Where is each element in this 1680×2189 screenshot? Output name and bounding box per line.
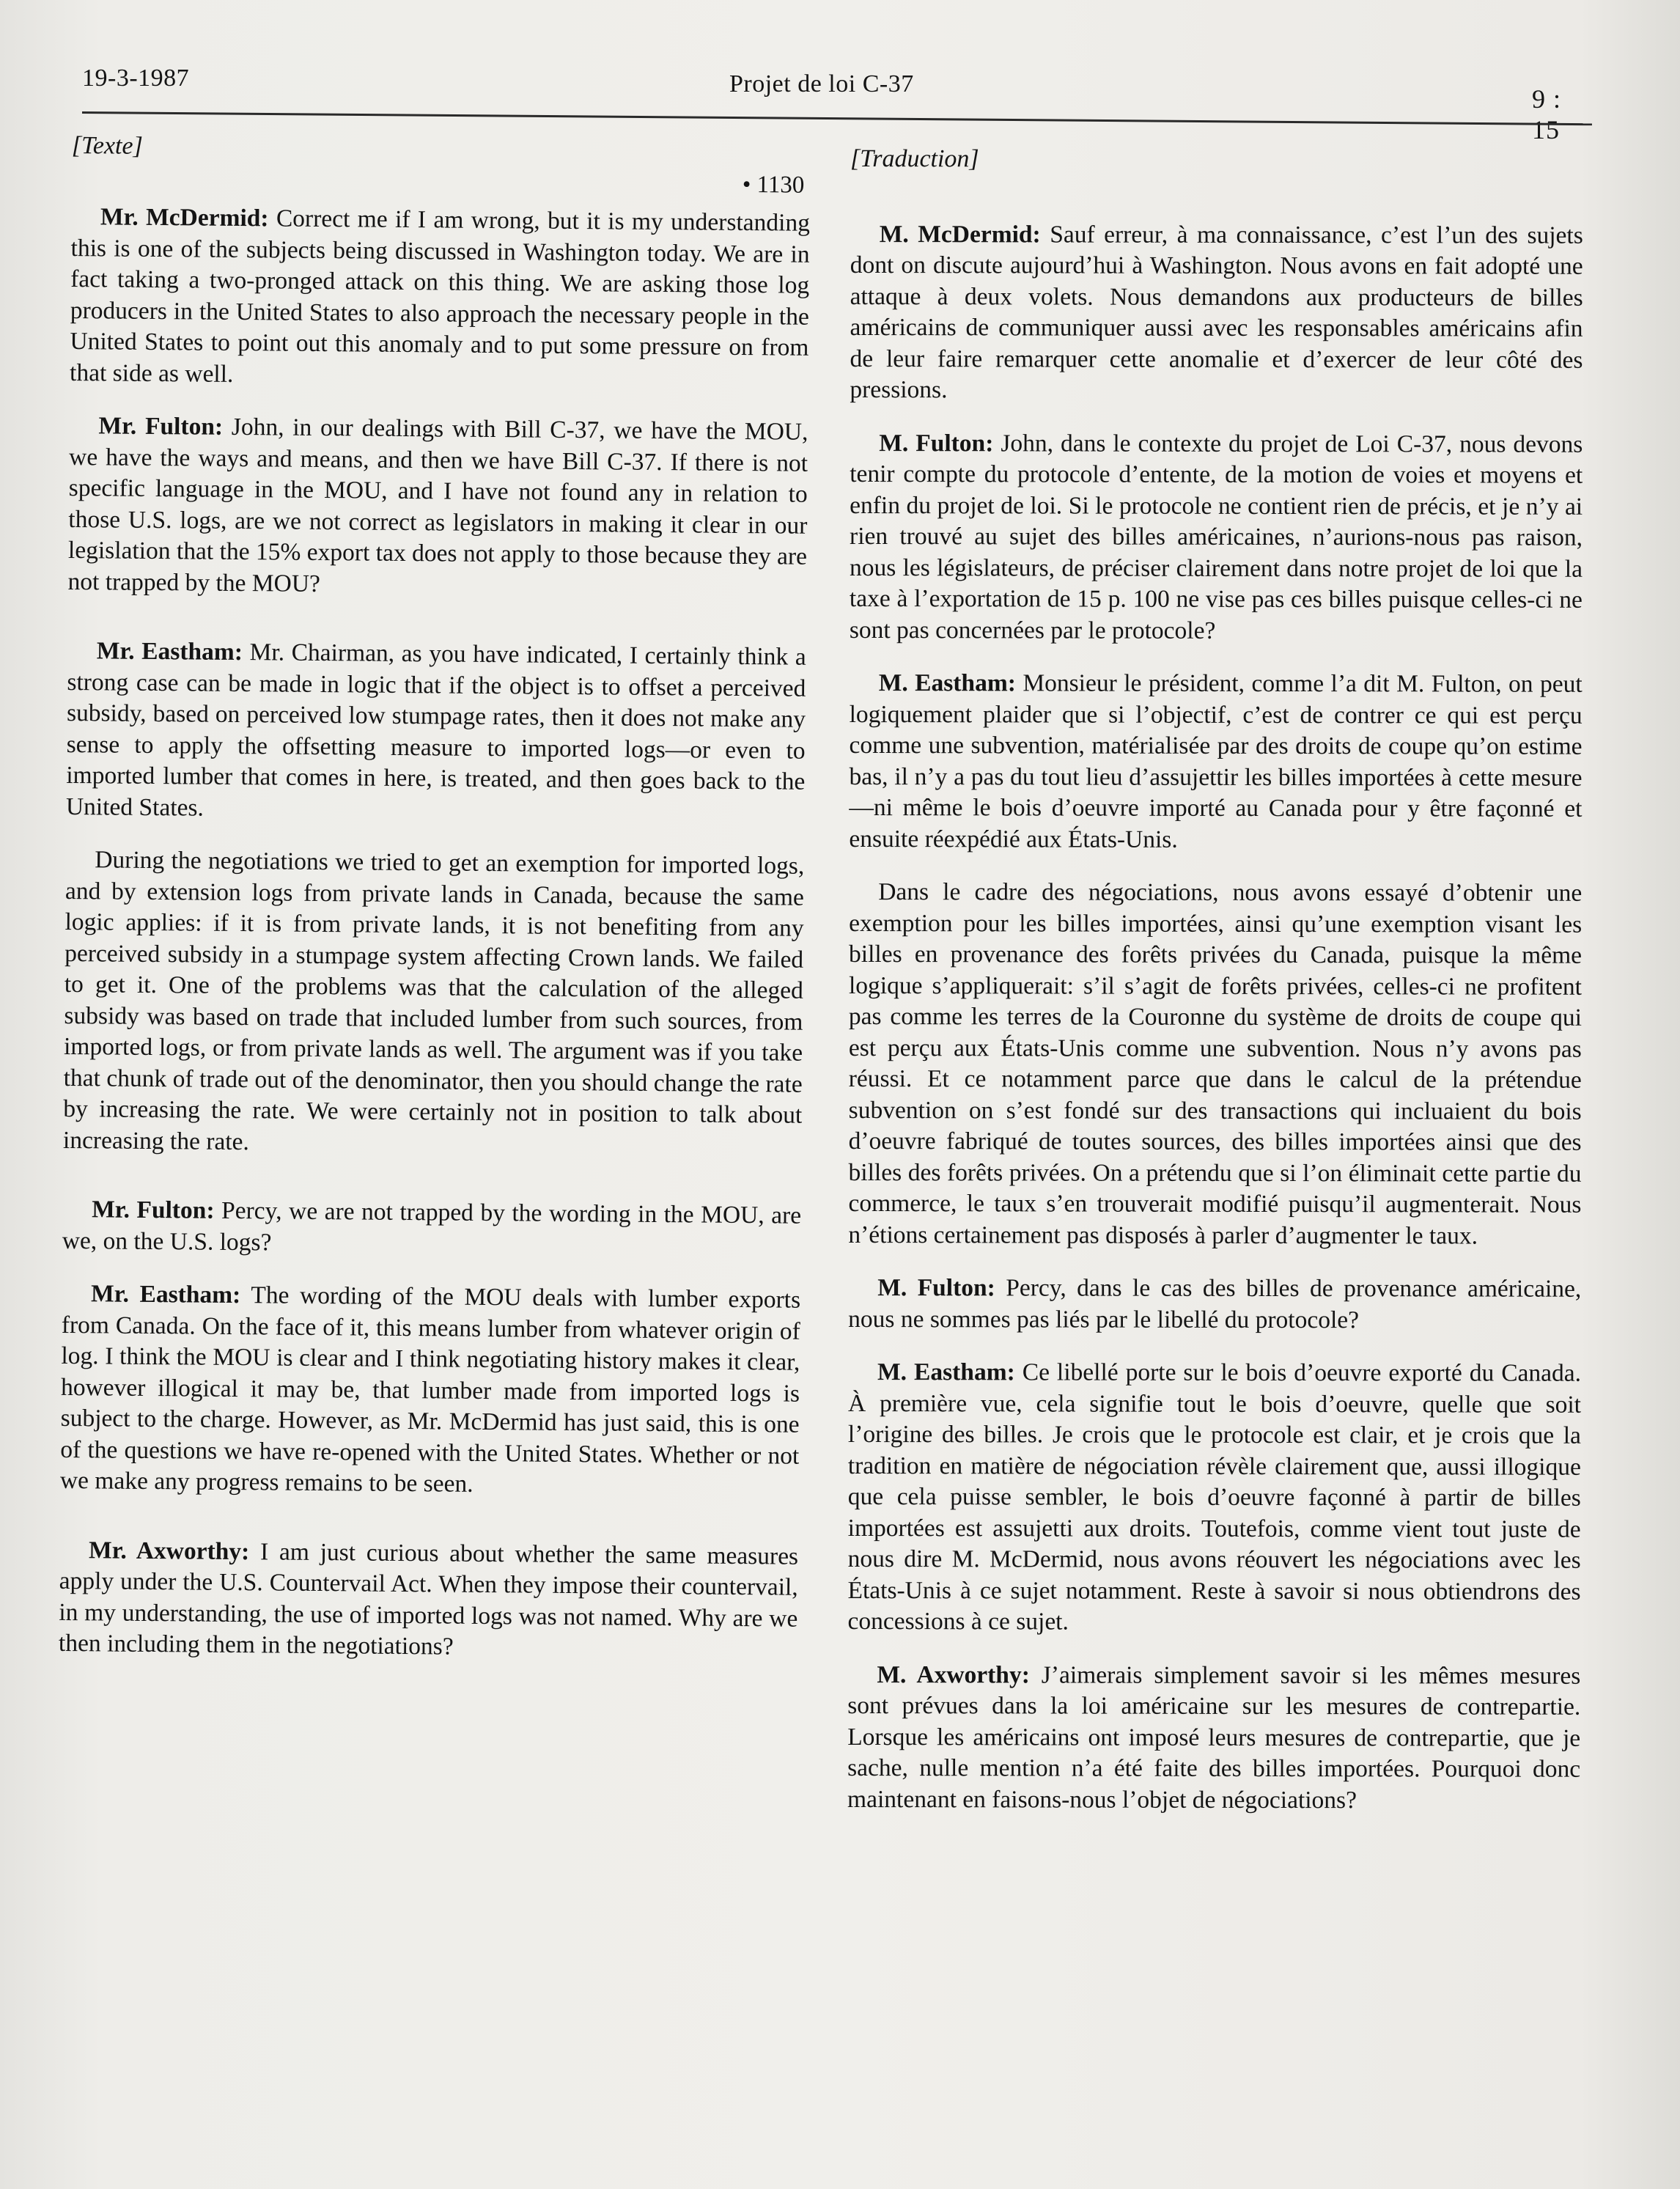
right-speech-7 bbox=[847, 1659, 1580, 1816]
left-speech-3 bbox=[66, 636, 806, 829]
speaker-name: M. Eastham: bbox=[878, 669, 1016, 697]
speaker-name: M. Fulton: bbox=[877, 1274, 995, 1302]
speech-text: Sauf erreur, à ma connaissance, c’est l’un des sujets dont on discute aujourd’hui à Washington. Nous avons en fait adopté une attaque à deux volets. Nous demandons aux producteurs de billes américains de communiquer aussi avec les responsables américains afin de leur faire remarquer cette anomalie et d’exercer de leur côté des pressions. bbox=[850, 220, 1583, 404]
speech-text: Dans le cadre des négociations, nous avons essayé d’obtenir une exemption pour les billes importées, ainsi qu’une exemption visant les billes en provenance des forêts privées du Canada, puisque la même logique s’appliquerait: s’il s’agit de forêts privées, celles-ci ne profitent pas comme les terres de la Couronne du système de droits de coupe qui est perçu aux États-Unis comme une subvention. Nous n’y avons pas réussi. Et ce notamment parce que dans le calcul de la prétendue subvention on s’est fondé sur des transactions qui incluaient du bois d’oeuvre fabriqué de toutes sources, des billes importées ainsi que des billes des forêts privées. On a prétendu que si l’on éliminait cette partie du commerce, le taux s’en trouverait modifié puisqu’il augmenterait. Nous n’étions certainement pas disposés à parler d’augmenter le taux. bbox=[848, 878, 1583, 1249]
speech-text: John, in our dealings with Bill C-37, we have the MOU, we have the ways and means, and then we have Bill C-37. If there is not specific language in the MOU, and I have not found any in relation to those U.S. logs, are we not correct as legislators in making it clear in our legislation that the 15% export tax does not apply to those because they are not trapped by the MOU? bbox=[67, 413, 808, 597]
time-mark: • 1130 bbox=[742, 171, 805, 199]
speech-text: Percy, we are not trapped by the wording in the MOU, are we, on the U.S. logs? bbox=[62, 1196, 802, 1256]
speaker-name: Mr. Eastham: bbox=[96, 637, 243, 666]
speaker-name: M. Fulton: bbox=[879, 429, 994, 457]
right-speech-1 bbox=[850, 218, 1583, 407]
speech-text: The wording of the MOU deals with lumber exports from Canada. On the face of it, this means lumber from whatever origin of log. I think the MOU is clear and I think negotiating history makes it clear, however illogical it may be, that lumber made from imported logs is subject to the charge. However, as Mr. McDermid has just said, this is one of the questions we have re-opened with the United States. Whether or not we make any progress remains to be seen. bbox=[59, 1281, 801, 1498]
speaker-name: Mr. Axworthy: bbox=[88, 1536, 250, 1565]
right-speech-3 bbox=[849, 668, 1582, 856]
speech-text: Monsieur le président, comme l’a dit M. Fulton, on peut logiquement plaider que si l’objectif, c’est de contrer ce qui est perçu comme une subvention, matérialisée par des droits de coupe qu’on estime bas, il n’y a pas du tout lieu d’assujettir les billes importées à cette mesure—ni même le bois d’oeuvre importé au Canada pour y être façonné et ensuite réexpédié aux États-Unis. bbox=[849, 669, 1583, 853]
speech-text: Mr. Chairman, as you have indicated, I certainly think a strong case can be made in logic that if the object is to offset a perceived subsidy, based on perceived low stumpage rates, then it does not make any sense to apply the offsetting measure to imported logs—or even to imported lumber that comes in here, is treated, and then goes back to the United States. bbox=[65, 639, 806, 822]
right-speech-6 bbox=[847, 1357, 1581, 1638]
speech-text: J’aimerais simplement savoir si les mêmes mesures sont prévues dans la loi américaine sur les mesures de contrepartie. Lorsque les américains ont imposé leurs mesures de contrepartie, que je sache, nulle mention n’a été faite des billes importées. Pourquoi donc maintenant en faisons-nous l’objet de négociations? bbox=[847, 1660, 1581, 1814]
left-speech-7 bbox=[59, 1534, 798, 1666]
speaker-name: M. McDermid: bbox=[879, 220, 1041, 248]
speech-text: John, dans le contexte du projet de Loi C-37, nous devons tenir compte du protocole d’entente, de la motion de voies et moyens et enfin du projet de loi. Si le protocole ne contient rien de précis, et je n’y ai rien trouvé au sujet des billes américaines, n’aurions-nous pas raison, nous les législateurs, de préciser clairement dans notre projet de loi que la taxe à l’exportation de 15 p. 100 ne vise pas ces billes puisque celles-ci ne sont pas concernées par le protocole? bbox=[849, 429, 1583, 644]
left-column-text bbox=[59, 130, 811, 1688]
left-paragraph-4 bbox=[63, 845, 805, 1163]
speech-text: Ce libellé porte sur le bois d’oeuvre exporté du Canada. À première vue, cela signifie tout le bois d’oeuvre, quelle que soit l’origine des billes. Je crois que le protocole est clair, et je crois que la tradition en matière de négociation révèle clairement que, aussi illogique que cela puisse sembler, le bois d’oeuvre façonné à partir de billes importées est assujetti aux droits. Toutefois, comme vient tout juste de nous dire M. McDermid, nous avons réouvert les négociations avec les États-Unis à ce sujet notamment. Reste à savoir si nous obtiendrons des concessions à ce sujet. bbox=[847, 1358, 1582, 1636]
speaker-name: M. Eastham: bbox=[877, 1358, 1015, 1386]
speaker-name: Mr. McDermid: bbox=[100, 203, 269, 232]
header-page-number: 9 : 15 bbox=[1532, 84, 1562, 144]
speech-text: Correct me if I am wrong, but it is my understanding this is one of the subjects being discussed in Washington today. We are in fact taking a two-pronged attack on this thing. We are asking those log producers in the United States to also approach the necessary people in the United States to point out this anomaly and to put some pressure on from that side as well. bbox=[69, 205, 811, 388]
right-section-label: [Traduction] bbox=[850, 145, 979, 173]
header-title: Projet de loi C-37 bbox=[729, 70, 914, 98]
right-speech-2 bbox=[850, 427, 1583, 647]
speech-text: I am just curious about whether the same measures apply under the U.S. Countervail Act. When they impose their countervail, in my understanding, the use of imported logs was not named. Why are we then including them in the negotiations? bbox=[58, 1537, 799, 1660]
speaker-name: Mr. Eastham: bbox=[90, 1280, 241, 1309]
right-column-text bbox=[847, 144, 1583, 1839]
speaker-name: Mr. Fulton: bbox=[98, 412, 224, 441]
speaker-name: Mr. Fulton: bbox=[91, 1196, 215, 1224]
left-speech-1 bbox=[70, 202, 810, 395]
right-speech-5 bbox=[848, 1273, 1581, 1336]
page-header bbox=[44, 45, 1591, 144]
header-rule bbox=[82, 111, 1592, 125]
left-speech-5 bbox=[62, 1194, 802, 1263]
left-section-label: [Texte] bbox=[71, 131, 143, 160]
left-speech-6 bbox=[60, 1279, 801, 1503]
header-date: 19-3-1987 bbox=[82, 65, 190, 92]
right-paragraph-4 bbox=[848, 877, 1582, 1252]
speech-text: Percy, dans le cas des billes de provenance américaine, nous ne sommes pas liés par le libellé du protocole? bbox=[848, 1274, 1582, 1333]
speaker-name: M. Axworthy: bbox=[877, 1660, 1030, 1688]
left-speech-2 bbox=[67, 411, 808, 604]
speech-text: During the negotiations we tried to get an exemption for imported logs, and by extension logs from private lands in Canada, because the same logic applies: if it is from private lands, it is not benefiting from any perceived subsidy in a stumpage system affecting Crown lands. We failed to get it. One of the problems was that the calculation of the alleged subsidy was based on trade that included lumber from such sources, from imported logs, or from private lands as well. The argument was if you take that chunk of trade out of the denominator, then you should change the rate by increasing the rate. We were certainly not in position to talk about increasing the rate. bbox=[62, 846, 805, 1155]
